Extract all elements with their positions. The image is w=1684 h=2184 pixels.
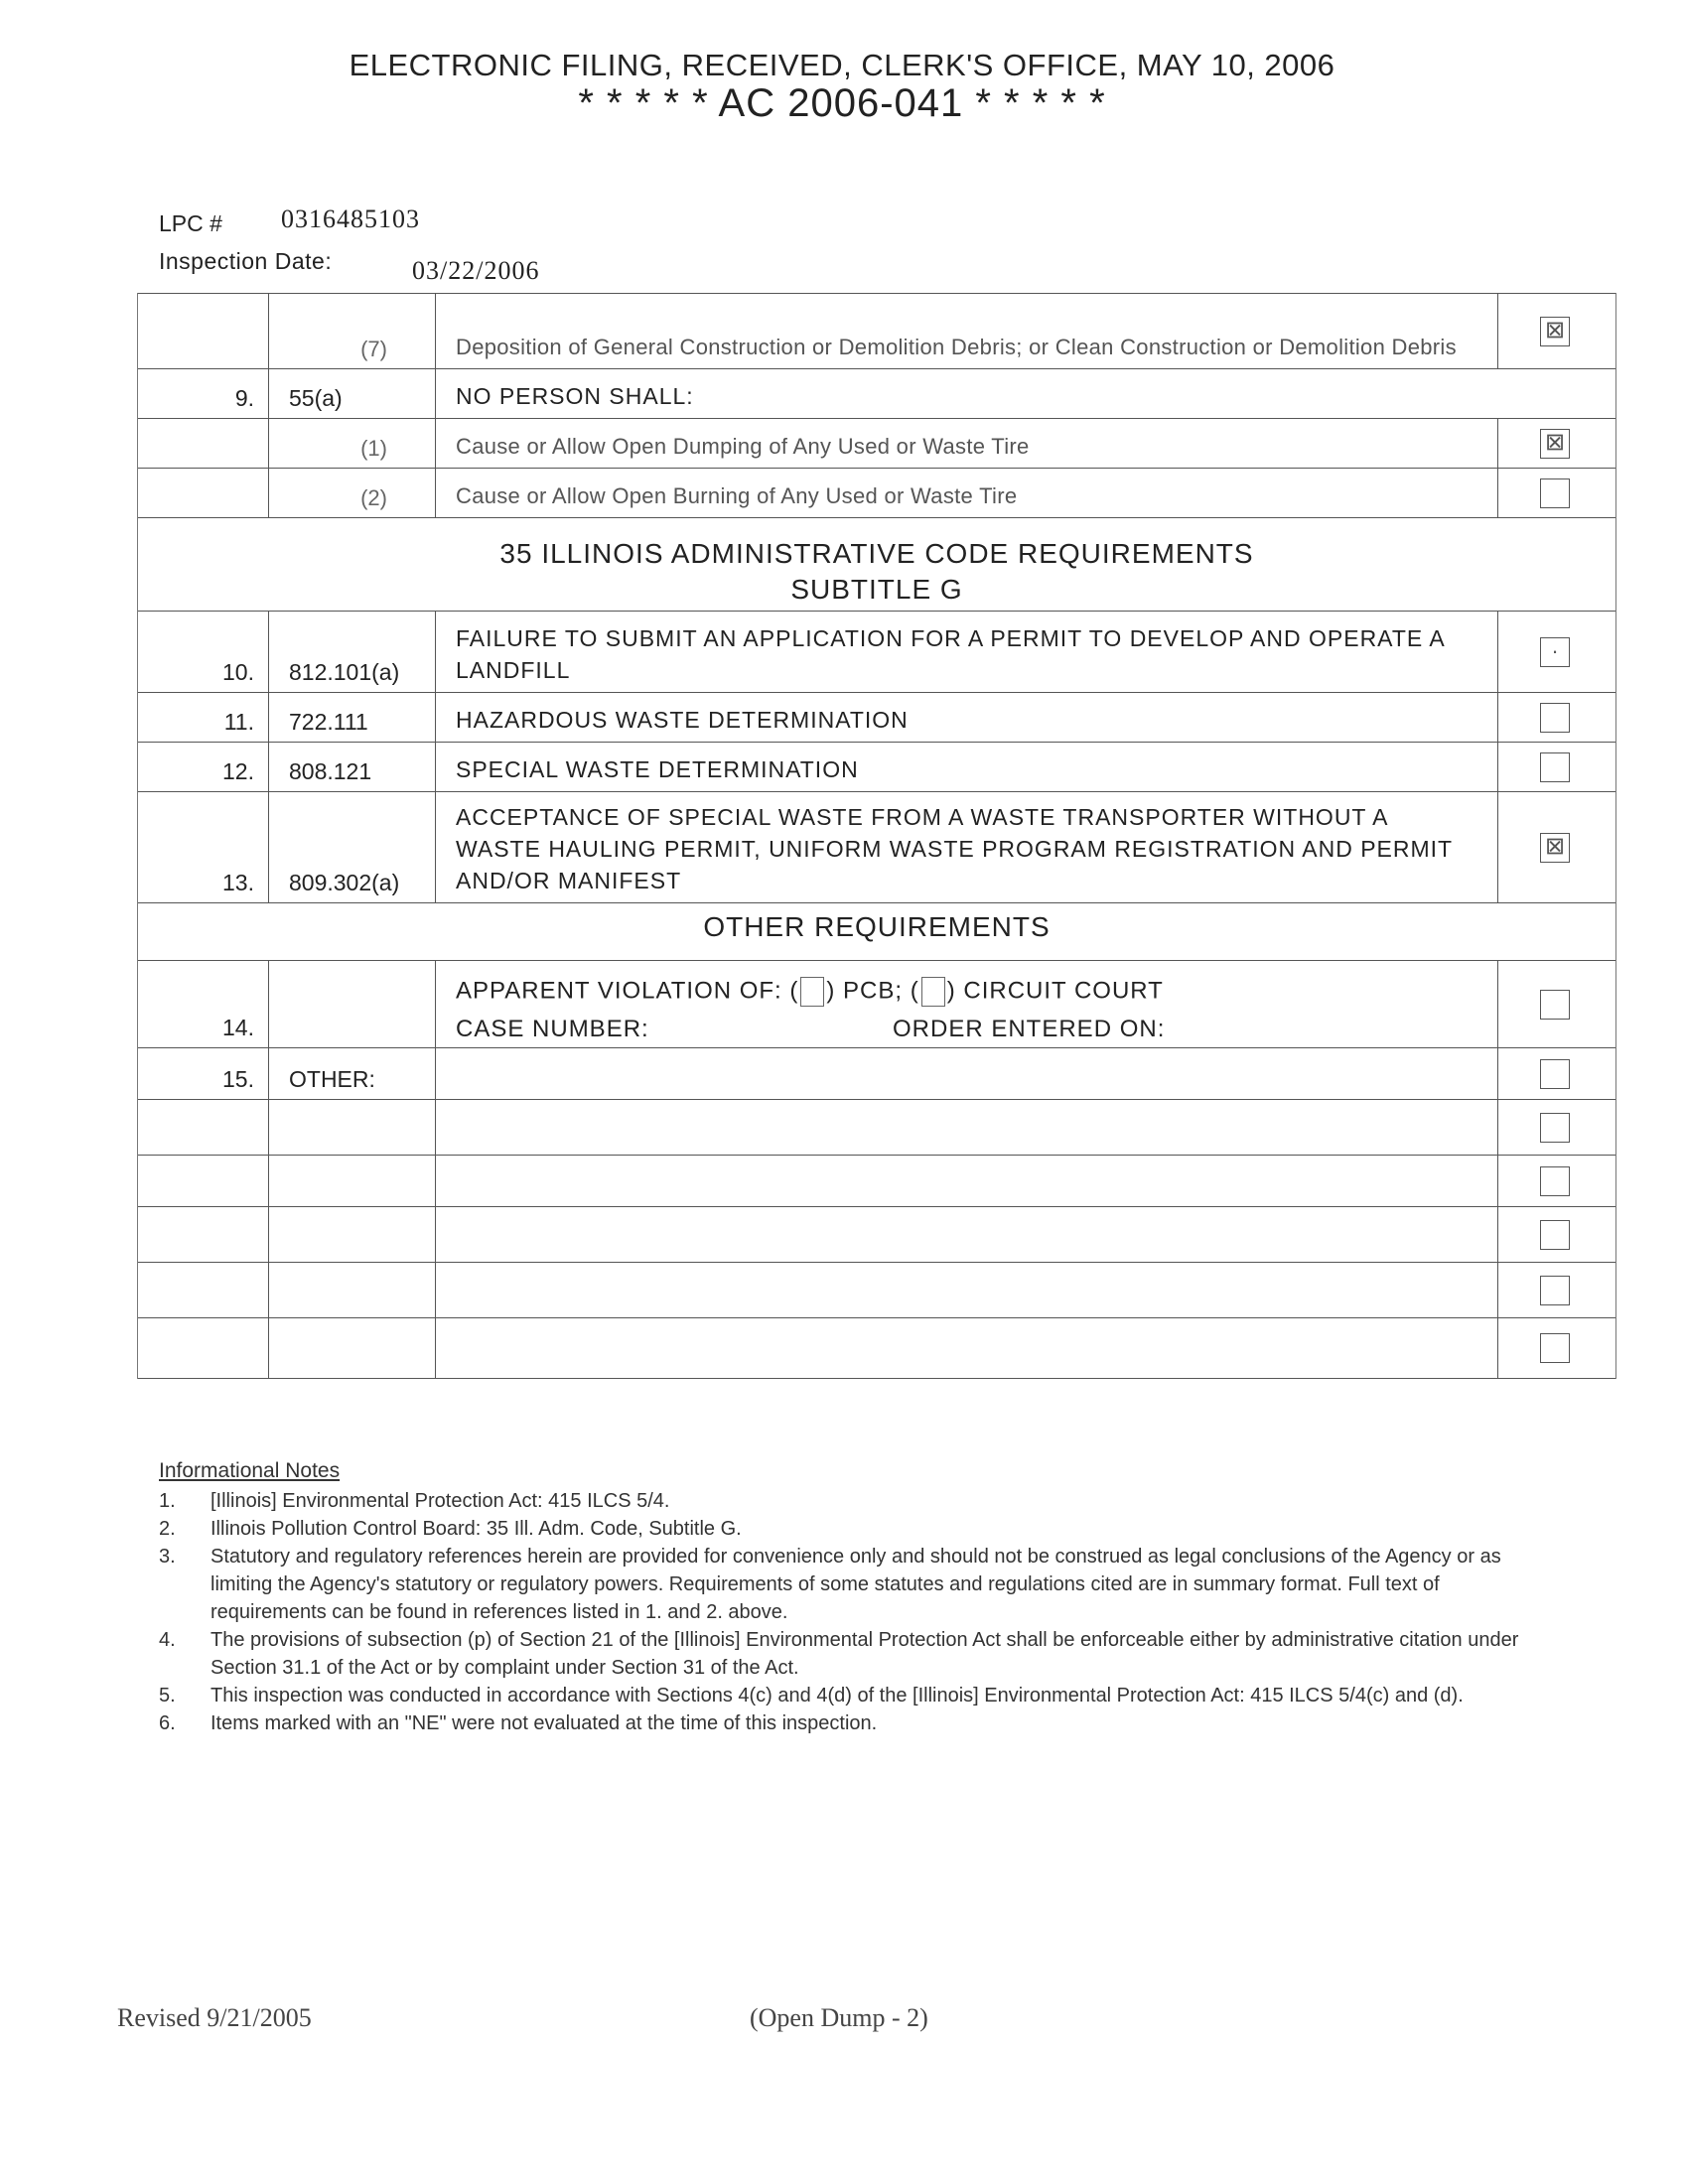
note-item: 4. The provisions of subsection (p) of Section 21 of the [Illinois] Environmental Protection Act shall be enforceable either by administrative citation under Section 31.1 of the Act or by complaint under Section 31 of the Act.: [159, 1629, 1519, 1679]
section-subtitle: SUBTITLE G: [790, 574, 963, 605]
case-number-header: * * * * * AC 2006-041 * * * * *: [578, 81, 1106, 125]
violation-checkbox[interactable]: [1540, 1166, 1570, 1196]
violation-checkbox[interactable]: ⊠: [1540, 317, 1570, 346]
circuit-court-checkbox[interactable]: [921, 977, 945, 1007]
requirement-text: ACCEPTANCE OF SPECIAL WASTE FROM A WASTE TRANSPORTER WITHOUT A WASTE HAULING PERMIT, UNIFORM WASTE PROGRAM REGISTRATION AND PERMIT AND/OR MANIFEST: [456, 804, 1453, 893]
item-number: 12.: [222, 758, 254, 784]
apparent-violation-line: APPARENT VIOLATION OF: ( ) PCB; ( ) CIRCUIT COURT: [456, 977, 1164, 1007]
requirement-text: Cause or Allow Open Burning of Any Used or Waste Tire: [456, 483, 1018, 508]
table-row: [138, 1047, 1615, 1099]
requirement-text: Cause or Allow Open Dumping of Any Used or Waste Tire: [456, 434, 1030, 459]
section-ref: (7): [360, 337, 387, 361]
table-row: [138, 293, 1615, 368]
section-title: 35 ILLINOIS ADMINISTRATIVE CODE REQUIREMENTS: [499, 538, 1254, 569]
violation-checkbox[interactable]: [1540, 1276, 1570, 1305]
requirement-text: SPECIAL WASTE DETERMINATION: [456, 756, 859, 782]
note-item: 1. [Illinois] Environmental Protection Act: 415 ILCS 5/4.: [159, 1490, 670, 1512]
requirement-text: HAZARDOUS WASTE DETERMINATION: [456, 707, 909, 733]
note-item: 2. Illinois Pollution Control Board: 35 Ill. Adm. Code, Subtitle G.: [159, 1518, 742, 1540]
section-heading-row: [138, 902, 1615, 960]
item-number: 11.: [223, 709, 254, 735]
item-number: 15.: [222, 1066, 254, 1092]
pcb-checkbox[interactable]: [800, 977, 824, 1007]
revision-date: Revised 9/21/2005: [117, 2003, 312, 2032]
table-row: [138, 1262, 1615, 1317]
section-ref: 722.111: [289, 709, 368, 735]
table-row: [138, 742, 1615, 791]
section-title: OTHER REQUIREMENTS: [703, 911, 1051, 942]
section-ref: 809.302(a): [289, 870, 400, 895]
notes-title: Informational Notes: [159, 1459, 341, 1482]
violation-checkbox[interactable]: [1540, 1059, 1570, 1089]
requirement-text: Deposition of General Construction or Demolition Debris; or Clean Construction or Demolition Debris: [456, 335, 1457, 359]
item-number: 9.: [234, 385, 254, 411]
section-ref: 808.121: [289, 758, 372, 784]
table-row: [138, 692, 1615, 742]
section-ref: (2): [360, 485, 387, 510]
table-row: [138, 368, 1615, 418]
violation-checkbox[interactable]: [1540, 1333, 1570, 1363]
violation-checkbox[interactable]: [1540, 1220, 1570, 1250]
violation-checkbox[interactable]: [1540, 752, 1570, 782]
table-row: [138, 960, 1615, 1047]
section-ref: 812.101(a): [289, 659, 400, 685]
checklist-table: [137, 293, 1616, 1379]
note-item: 6. Items marked with an "NE" were not evaluated at the time of this inspection.: [159, 1712, 878, 1734]
violation-checkbox[interactable]: [1540, 478, 1570, 508]
lpc-value: 0316485103: [281, 205, 420, 233]
page-label: (Open Dump - 2): [750, 2003, 928, 2032]
table-row: [138, 1317, 1615, 1379]
lpc-label: LPC #: [159, 210, 222, 236]
note-item: 5. This inspection was conducted in accordance with Sections 4(c) and 4(d) of the [Illinois] Environmental Protection Act: 415 ILCS 5/4(c) and (d).: [159, 1685, 1464, 1706]
inspection-date-value: 03/22/2006: [412, 256, 540, 285]
table-row: [138, 468, 1615, 517]
table-row: [138, 611, 1615, 692]
violation-checkbox[interactable]: ⊠: [1540, 429, 1570, 459]
violation-checkbox[interactable]: [1540, 1113, 1570, 1143]
informational-notes: [159, 1459, 1529, 1737]
item-number: 13.: [222, 870, 254, 895]
section-ref: 55(a): [289, 385, 343, 411]
filing-header: ELECTRONIC FILING, RECEIVED, CLERK'S OFFICE, MAY 10, 2006: [349, 48, 1335, 82]
table-row: [138, 1206, 1615, 1262]
table-row: [138, 1155, 1615, 1206]
section-heading-row: [138, 517, 1615, 611]
table-row: [138, 1099, 1615, 1155]
table-row: [138, 791, 1615, 902]
section-ref: (1): [360, 436, 387, 461]
section-ref: OTHER:: [289, 1066, 375, 1092]
violation-checkbox[interactable]: [1540, 990, 1570, 1020]
violation-checkbox[interactable]: ⊠: [1540, 833, 1570, 863]
case-number-label: CASE NUMBER:: [456, 1016, 649, 1042]
requirement-text: FAILURE TO SUBMIT AN APPLICATION FOR A PERMIT TO DEVELOP AND OPERATE A LANDFILL: [456, 625, 1445, 683]
note-item: 3. Statutory and regulatory references herein are provided for convenience only and should not be construed as legal conclusions of the Agency or as limiting the Agency's statutory or regulatory powers. Requirements of some statutes and regulations cited are in summary format. Full text of requirements can be found in references listed in 1. and 2. above.: [159, 1546, 1501, 1623]
violation-checkbox[interactable]: [1540, 637, 1570, 667]
order-entered-label: ORDER ENTERED ON:: [893, 1016, 1166, 1042]
violation-checkbox[interactable]: [1540, 703, 1570, 733]
item-number: 14.: [222, 1015, 254, 1040]
requirement-text: NO PERSON SHALL:: [456, 383, 694, 409]
inspection-date-label: Inspection Date:: [159, 248, 333, 274]
table-row: [138, 418, 1615, 468]
item-number: 10.: [222, 659, 254, 685]
